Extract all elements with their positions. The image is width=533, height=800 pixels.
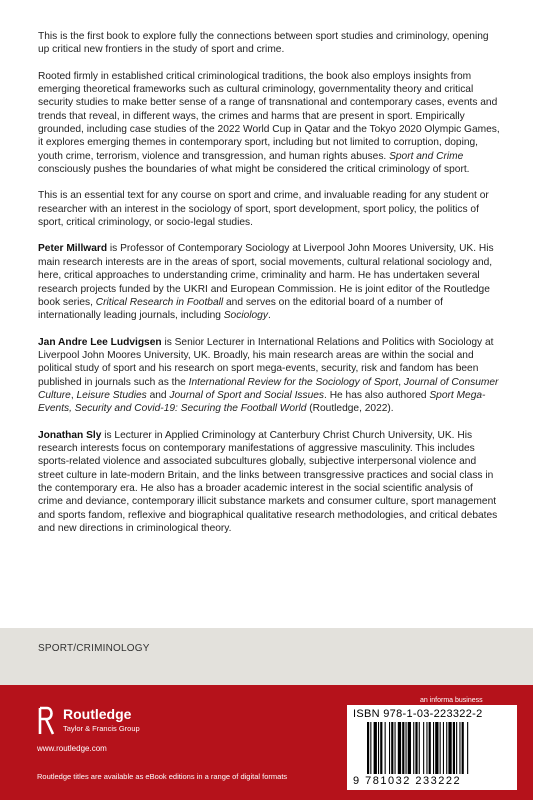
blurb-text: This is an essential text for any course on sport and crime, and invaluable reading for any student or researcher with an interest in the sociology of sport, sport development, sport policy, the politics of sport, critical criminology, or socio-legal studies. [38,190,489,229]
journal-title: Journal of Consumer Culture [38,376,499,401]
author-name: Peter Millward [38,243,108,255]
ebook-note: Routledge titles are available as eBook editions in a range of digital formats [37,772,288,781]
journal-title: Leisure Studies [76,389,147,401]
barcode-bar [453,722,455,774]
barcode-bar [370,722,371,774]
barcode-digits: 9 781032 233222 [353,775,462,787]
author-bio-text: is Lecturer in Applied Criminology at Canterbury Christ Church University, UK. His research interests focus on contemporary manifestations of aggressive masculinity. This includes sports-related violence and associated subcultures globally, subjective interpersonal violence and street culture in late-modern Britain, and the links between transgressive practices and social class in the contemporary era. He also has a broader academic interest in the social scientific analysis of crime and deviance, contemporary illicit substance markets and consumer culture, sport management and sports fandom, reflexive and biographical qualitative research methodologies, and critical debates and new directions in criminological theory. [38,429,498,534]
series-title: Critical Research in Football [95,296,224,308]
barcode-bar [385,722,386,774]
author-name: Jonathan Sly [38,429,102,441]
barcode-bar [367,722,369,774]
barcode-bar [467,722,468,774]
routledge-logo-icon [37,706,57,736]
barcode-bar [398,722,401,774]
informa-note: an informa business [420,697,483,704]
barcode-bar [426,722,427,774]
blurb-text: This is the first book to explore fully the connections between sport studies and criminology, opening up critical new frontiers in the study of sport and crime. [38,31,489,56]
barcode-bar [423,722,424,774]
barcode-bar [440,722,441,774]
book-title: Sport and Crime [389,150,464,162]
author-bio-1 [38,242,500,322]
barcode-bar [378,722,379,774]
barcode-bar [402,722,404,774]
barcode-bar [443,722,444,774]
publisher-url: www.routledge.com [37,744,107,753]
author-bio-text: and serves on the editorial board of a number of internationally leading journals, including [38,296,443,322]
blurb-paragraph-3 [38,189,500,229]
barcode-bar [395,722,396,774]
barcode-bar [408,722,411,774]
journal-title: Journal of Sport and Social Issues [169,389,325,401]
barcode-bar [456,722,457,774]
author-bio-text: and [146,389,170,401]
publisher-tagline: Taylor & Francis Group [63,724,140,733]
barcode-bar [435,722,438,774]
barcode-bar [415,722,417,774]
blurb-paragraph-2 [38,70,500,177]
author-bio-2 [38,336,500,416]
barcode-bar [433,722,434,774]
blurb-text: consciously pushes the boundaries of what might be considered the critical criminology of sport. [38,164,470,176]
barcode-bar [459,722,460,774]
journal-title: International Review for the Sociology of Sport [188,376,399,388]
author-name: Jan Andre Lee Ludvigsen [38,336,162,348]
journal-title: Sociology [223,310,268,322]
blurb-text: Rooted firmly in established critical criminological traditions, the book also employs insights from emerging theoretical frameworks such as cultural criminology, governmentality theory and critical security studies to make better sense of a range of transnational and contemporary cases, events and trends that reveal, in different ways, the crimes and harms that are present in sport. Empirically grounded, including case studies of the 2022 World Cup in Qatar and the Tokyo 2020 Olympic Games, it explores emerging themes in contemporary sport, including but not limited to corruption, doping, youth crime, terrorism, violence and transgression, and human rights abuses. [38,70,500,162]
author-bio-text: , [398,376,404,388]
book-title: Sport Mega-Events, Security and Covid-19: Securing the Football World [38,389,486,415]
publisher-name: Routledge [63,706,132,722]
barcode-bar [389,722,390,774]
author-bio-text: , [70,389,77,401]
author-bio-text: (Routledge, 2022). [306,403,394,415]
barcode-bar [446,722,447,774]
barcode-bar [419,722,420,774]
blurb-paragraph-1 [38,30,500,57]
author-bio-text: is Senior Lecturer in International Relations and Politics with Sociology at Liverpool John Moores University, UK. Broadly, his main research areas are within the social and political study of sport and his research on sport mega-events, security, risk and fandom has been published in journals such as the [38,336,494,388]
barcode-bar [406,722,407,774]
barcode-bar [380,722,382,774]
barcode-bar [391,722,393,774]
author-bio-text: . He has also authored [324,389,430,401]
barcode-bar [374,722,377,774]
barcode-bar [413,722,414,774]
isbn-text: ISBN 978-1-03-223322-2 [353,708,483,720]
author-bio-text: is Professor of Contemporary Sociology at Liverpool John Moores University, UK. His main research interests are in the areas of sport, social movements, cultural relational sociology and, here, critical approaches to understanding crime, criminality and harm. He has undertaken several research projects funded by the UKRI and European Commission. He is joint editor of the Routledge book series, [38,243,494,308]
barcode-bar [448,722,451,774]
subject-band [0,628,533,685]
barcode-bar [429,722,431,774]
author-bio-3 [38,429,500,536]
author-bio-text: . [267,310,271,322]
barcode-bar [462,722,464,774]
subject-category: SPORT/CRIMINOLOGY [38,643,150,654]
barcode-icon [365,722,505,774]
barcode-box [347,705,517,790]
text-area [38,30,500,548]
